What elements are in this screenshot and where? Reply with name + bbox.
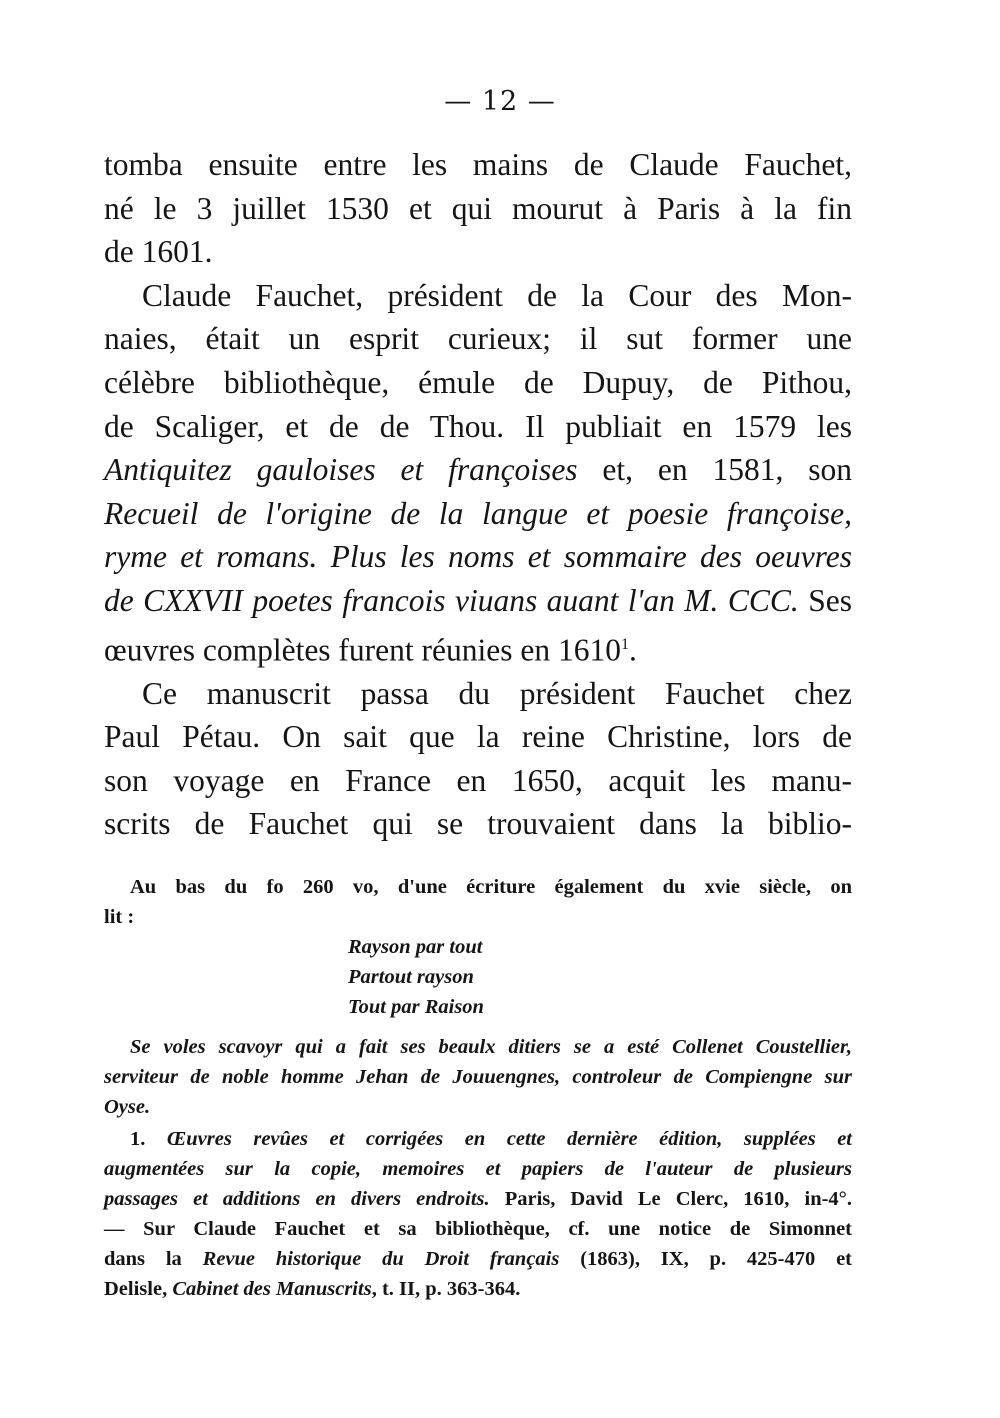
text-line: Claude Fauchet, président de la Cour des Mon- [142,277,852,313]
footnote-line [104,1184,852,1214]
text-line [104,579,852,623]
text-segment: (1863), IX, p. 425-470 et [559,1248,852,1270]
text-line: célèbre bibliothèque, émule de Dupuy, de Pithou, [104,364,852,400]
footnote-line [104,1274,852,1304]
text-segment: Delisle, [104,1278,173,1300]
footnote-line: — Sur Claude Fauchet et sa bibliothèque, cf. une notice de Simonnet [104,1218,852,1240]
book-title: Antiquitez gauloises et françoises [104,452,578,488]
text-segment: Paris, David Le Clerc, 1610, in-4°. [489,1188,852,1210]
text-segment: , t. II, p. 363-364. [371,1278,521,1300]
footnote-ref: 1 [620,635,629,653]
main-text [104,143,852,846]
book-title: de CXXVII poetes francois viuans auant l'an M. CCC. [104,582,799,618]
book-title: Recueil de l'origine de la langue et poesie françoise, [104,495,852,531]
footnote-title: Œuvres revûes et corrigées en cette dernière édition, supplées et [166,1128,852,1150]
notes-section [104,872,852,1304]
quote-text: Se voles scavoyr qui a fait ses beaulx ditiers se a esté Collenet Coustellier, [130,1036,852,1058]
text-line: son voyage en France en 1650, acquit les manu- [104,762,852,798]
text-line [104,623,852,672]
verse-line: Partout rayson [348,966,474,988]
note-line: Au bas du fo 260 vo, d'une écriture également du xvie siècle, on [130,876,852,898]
text-segment: Ses [798,582,853,618]
page-number: — 12 — [444,86,556,117]
verse-line: Rayson par tout [348,936,483,958]
text-segment: œuvres complètes furent réunies en 1610 [104,632,621,668]
quote-line [104,1092,852,1122]
footnote [104,1124,852,1304]
text-line: Ce manuscrit passa du président Fauchet chez [142,675,852,711]
text-line [104,535,852,579]
text-line: né le 3 juillet 1530 et qui mourut à Paris à la fin [104,190,852,226]
text-line: Paul Pétau. On sait que la reine Christine, lors de [104,719,852,755]
footnote-line [104,1124,852,1154]
text-line: scrits de Fauchet qui se trouvaient dans la biblio- [104,806,852,842]
text-segment: et, en 1581, son [577,452,852,488]
text-line [104,492,852,536]
note-line: lit : [104,906,135,928]
journal-title: Revue historique du Droit français [202,1248,560,1270]
book-title: ryme et romans. Plus les noms et sommaire des oeuvres [104,539,852,575]
quote-line [104,1032,852,1062]
footnote-number: 1. [130,1128,167,1150]
text-segment: dans la [104,1248,203,1270]
text-line: de 1601. [104,234,213,270]
quote-text: serviteur de noble homme Jehan de Jouuengnes, controleur de Compiengne sur [104,1066,852,1088]
footnote-title: augmentées sur la copie, memoires et papiers de l'auteur de plusieurs [104,1158,852,1180]
text-line: tomba ensuite entre les mains de Claude Fauchet, [104,147,852,182]
footnote-title: passages et additions en divers endroits. [104,1188,490,1210]
text-segment: . [628,632,637,668]
footnote-line [104,1154,852,1184]
text-line [104,448,852,492]
footnote-line [104,1244,852,1274]
text-line: naies, était un esprit curieux; il sut former une [104,321,852,357]
text-line: de Scaliger, et de de Thou. Il publiait en 1579 les [104,408,852,444]
book-title: Cabinet des Manuscrits [172,1278,372,1300]
verse-line: Tout par Raison [348,996,484,1018]
quote-text: Oyse. [104,1096,151,1118]
quote-line [104,1062,852,1092]
